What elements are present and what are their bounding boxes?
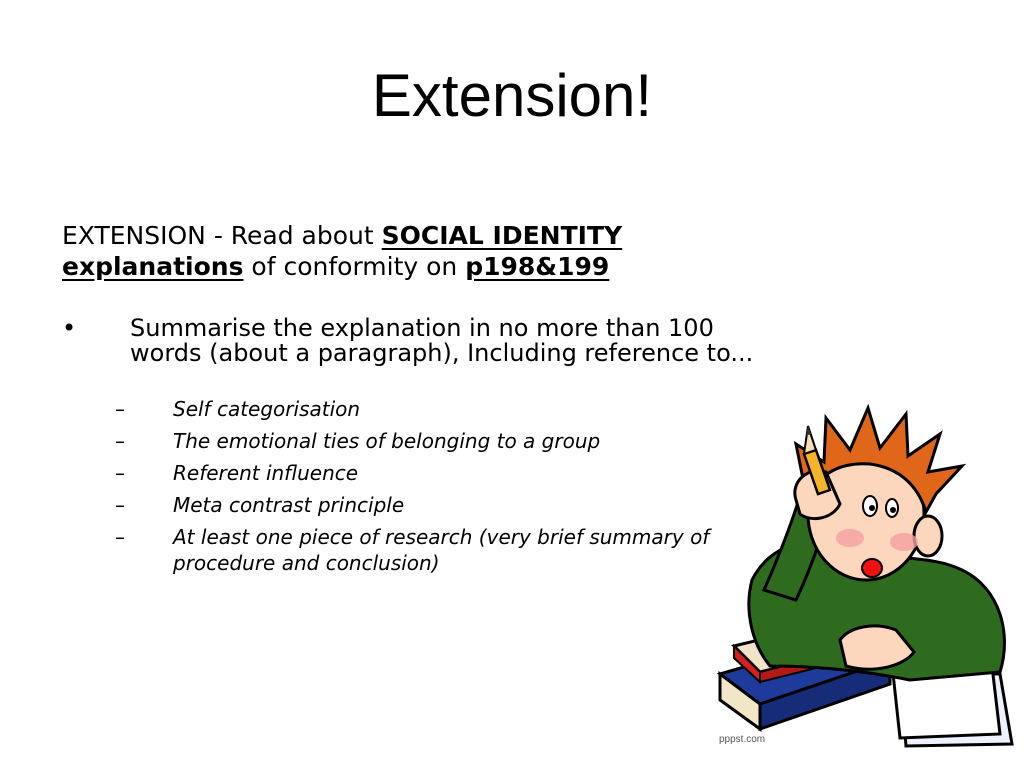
intro-middle: of conformity on <box>243 252 466 281</box>
intro-paragraph <box>62 220 662 282</box>
dash-marker: – <box>115 461 125 485</box>
dash-marker: – <box>115 397 125 421</box>
sub-list <box>115 396 755 582</box>
intro-prefix: EXTENSION - Read about <box>62 221 382 250</box>
dash-marker: – <box>115 429 125 453</box>
intro-pages: p198&199 <box>465 252 610 281</box>
dash-marker: – <box>115 525 125 549</box>
sub-item-text: Meta contrast principle <box>173 493 405 517</box>
sub-item-text: Self categorisation <box>173 397 361 421</box>
sub-item-text: At least one piece of research (very brief summary of procedure and conclusion) <box>173 525 710 575</box>
intro-topic: SOCIAL IDENTITY <box>381 221 623 250</box>
sub-item <box>115 460 755 486</box>
dash-marker: – <box>115 493 125 517</box>
sub-item <box>115 492 755 518</box>
sub-item-text: Referent influence <box>173 461 359 485</box>
sub-item <box>115 524 755 576</box>
intro-topic-2: explanations <box>62 252 244 281</box>
watermark: pppst.com <box>719 734 766 745</box>
sub-item <box>115 428 755 454</box>
sub-item <box>115 396 755 422</box>
bullet-marker: • <box>62 314 77 342</box>
slide-title: Extension! <box>371 62 653 129</box>
bullet-text: Summarise the explanation in no more than 100 words (about a paragraph), Including reference to... <box>130 314 754 367</box>
thinking-student-icon <box>700 404 1024 756</box>
sub-item-text: The emotional ties of belonging to a group <box>173 429 601 453</box>
